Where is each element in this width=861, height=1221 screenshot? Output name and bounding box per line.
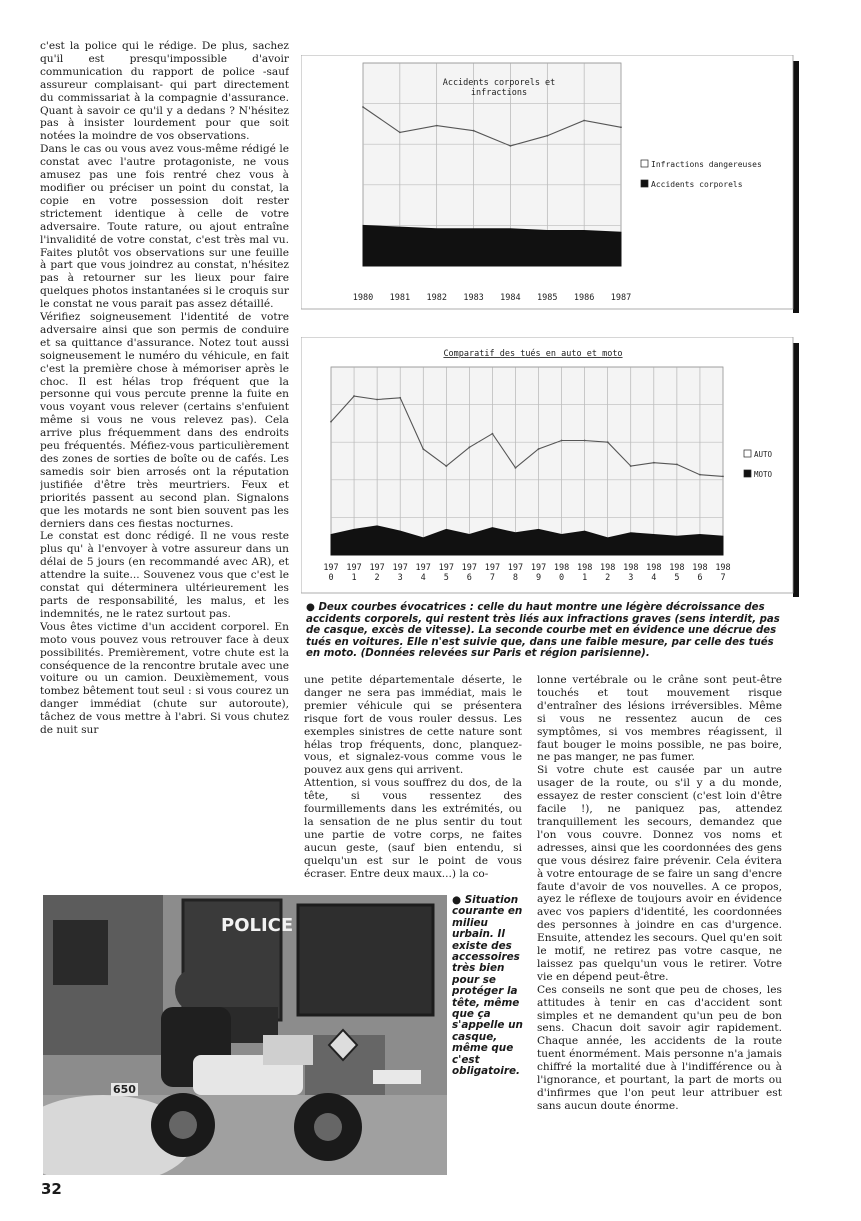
x-tick-label-part: 1980 [352,293,374,303]
x-tick-label [390,293,410,303]
x-tick-label-part: 198 [553,563,570,573]
paragraph: c'est la police qui le rédige. De plus, sachez qu'il est presqu'impossible d'avoir communication du rapport de police -sauf assureur complaisant- qui part directement du commissariat à la compagnie d'assurance. Quant à savoir ce qu'il y a dedans ? N'hésitez pas à insister lourdement pour que soit notées la moindre de vos observations. [40,40,289,143]
x-tick-label-part: 8 [512,573,519,583]
x-tick-label-part: 2 [605,573,611,583]
text-column-middle [304,674,522,899]
x-tick-label-part: 197 [346,563,362,573]
bullet-icon: ● [452,894,465,906]
data-point [330,421,332,423]
data-point [653,462,655,464]
photo-caption-text: Situation courante en milieu urbain. Il existe des accessoires très bien pour se protéger la tête, même que ça s'appelle un casque, même que c'est obligatoire. [452,894,523,1078]
x-tick-label-part: 1 [582,573,588,583]
photo-caption [452,895,528,1078]
x-tick-label-part: 197 [507,563,524,573]
data-point [515,467,517,469]
bike-number: 650 [113,1083,136,1096]
data-point [422,448,424,450]
chart-title-line: Accidents corporels et [442,78,556,88]
data-point [538,448,540,450]
x-tick-label-part: 197 [323,563,339,573]
x-tick-label-part: 0 [559,573,565,583]
x-tick-label-part: 2 [374,573,380,583]
x-tick-label-part: 3 [628,573,634,583]
paragraph: Ces conseils ne sont que peu de choses, les attitudes à tenir en cas d'accident sont simples et ne demandent qu'un peu de bon sens. Chacun doit savoir agir rapidement. Chaque année, les accidents de la route tuent énormément. Mais personne n'a jamais chiffré la mortalité due à l'indifférence ou à l'ignorance, et pourtant, la part de morts ou d'infirmes que l'on peut leur attribuer est sans aucun doute énorme. [537,983,782,1112]
x-tick-label [574,293,594,303]
series-area-accidents-corporels [363,225,621,266]
paragraph: lonne vertébrale ou le crâne sont peut-être touchés et tout mouvement risque d'entraîner des lésions irréversibles. Même si vous ne ressentez aucun de ces symptômes, si vos membres réagissent, il faut bouger le moins possible, ne pas boire, ne pas manger, ne pas fumer. [537,674,782,764]
data-point [722,475,724,477]
x-tick-label-part: 0 [328,573,334,583]
text-column-right [537,674,782,1194]
x-tick-label-part: 197 [392,563,408,573]
x-tick-label-part: 198 [669,563,685,573]
chart-frame-shadow [793,61,799,313]
x-tick-label-part: 1983 [463,293,484,303]
data-point [630,465,632,467]
x-tick-label-part: 9 [535,573,542,583]
bullet-icon: ● [306,602,319,613]
x-tick-label-part: 4 [420,573,426,583]
chart-tues-auto-moto [301,337,799,597]
data-point [583,120,585,122]
chart-title: Comparatif des tués en auto et moto [443,349,623,359]
x-tick-label-part: 1987 [610,293,632,303]
data-point [399,131,401,133]
data-point [445,465,447,467]
x-tick-label-part: 198 [600,563,616,573]
x-tick-label-part: 1985 [537,293,558,303]
x-tick-label [426,293,446,303]
x-tick-label-part: 197 [530,563,547,573]
plot-area [331,367,723,555]
x-tick-label-part: 197 [484,563,501,573]
paragraph: une petite départementale déserte, le danger ne sera pas immédiat, mais le premier véhicule qui se présentera risque fort de vous rouler dessus. Les exemples sinistres de cette nature sont hélas trop fréquents, donc, planquez-vous, et signalez-vous comme vous le pouvez aux gens qui arrivent. [304,674,522,777]
legend-label: MOTO [754,470,773,479]
x-tick-label [463,293,483,303]
chart-accidents-infractions [301,55,799,313]
x-tick-label-part: 6 [466,573,472,583]
data-point [510,145,512,147]
x-tick-label-part: 3 [397,573,403,583]
paragraph: Attention, si vous souffrez du dos, de la tête, si vous ressentez des fourmillements dans les extrémités, ou la sensation de ne plus sentir du tout une partie de votre corps, ne faites aucun geste, (sauf bien entendu, si quelqu'un est sur le point de vous écraser. Entre deux maux...) la co- [304,777,522,880]
data-point [353,395,355,397]
data-point [399,397,401,399]
text-column-left [40,40,289,880]
x-tick-label-part: 197 [438,563,454,573]
x-tick-label-part: 1981 [389,293,411,303]
legend-swatch [744,470,751,477]
x-tick-label-part: 198 [715,563,731,573]
data-point [468,446,470,448]
x-tick-label-part: 7 [489,573,495,583]
data-point [492,433,494,435]
paragraph: Vérifiez soigneusement l'identité de votre adversaire ainsi que son permis de conduire et sa quittance d'assurance. Notez tout aussi soigneusement le numéro du véhicule, en fait c'est la première chose à mémoriser après le choc. Il est hélas trop fréquent que la personne qui vous percute prenne la fuite en vous voyant vous relever (certains s'enfuient même si vous ne vous relevez pas). Cela arrive plus fréquemment dans des endroits peu fréquentés. Méfiez-vous particulièrement des zones de sorties de boîte ou de cafés. Les samedis soir bien arrosés ont la réputation justifiée d'être très meurtriers. Feux et priorités passent au second plan. Signalons que les motards ne sont bien souvent pas les derniers dans ces fiestas nocturnes. [40,311,289,530]
page-number: 32 [41,1180,62,1198]
data-point [561,440,563,442]
x-tick-label-part: 5 [674,573,680,583]
paragraph: Dans le cas ou vous avez vous-même rédigé le constat avec l'autre protagoniste, ne vous amusez pas une fois rentré chez vous à modifier ou préciser un point du constat, la copie en votre possession doit rester strictement identique à celle de votre adversaire. Toute rature, ou ajout entraîne l'invalidité de votre constat, c'est très mal vu. Faites plutôt vos observations sur une feuille à part que vous joindrez au constat, n'hésitez pas à retourner sur les lieux pour faire quelques photos instantanées si le croquis sur le constat ne vous parait pas assez détaillé. [40,143,289,311]
x-tick-label-part: 1982 [426,293,447,303]
x-tick-label-part: 7 [720,573,726,583]
legend-label: Accidents corporels [651,180,743,189]
data-point [473,130,475,132]
data-point [546,135,548,137]
paragraph: Si votre chute est causée par un autre usager de la route, ou s'il y a du monde, essayez de rester conscient (c'est loin d'être facile !), ne paniquez pas, attendez tranquillement les secours, demandez que l'on vous couvre. Donnez vos noms et adresses, ainsi que les coordonnées des gens que vous désirez faire prévenir. Cela évitera à votre entourage de se faire un sang d'encre faute d'avoir de vos nouvelles. A ce propos, ayez le réflexe de toujours avoir en évidence avec vos papiers d'identité, les coordonnées des personnes à joindre en cas d'urgence. Ensuite, attendez les secours. Quel qu'en soit le motif, ne retirez pas votre casque, ne laissez pas quelqu'un vous le retirer. Votre vie en dépend peut-être. [537,764,782,983]
x-tick-label-part: 198 [692,563,708,573]
data-point [607,441,609,443]
x-tick-label [500,293,520,303]
x-tick-label-part: 1984 [500,293,521,303]
x-tick-label-part: 197 [461,563,478,573]
data-point [376,399,378,401]
data-point [676,464,678,466]
legend-label: Infractions dangereuses [651,160,762,169]
x-tick-label-part: 198 [623,563,639,573]
x-tick-label-part: 198 [576,563,593,573]
data-point [620,126,622,128]
paragraph: Le constat est donc rédigé. Il ne vous reste plus qu' à l'envoyer à votre assureur dans un délai de 5 jours (en recommandé avec AR), et attendre la suite... Souvenez vous que c'est le constat qui déterminera ultérieurement les parts de responsabilité, les malus, et les indemnités, ne le ratez surtout pas. [40,530,289,620]
legend-swatch [641,180,648,187]
data-point [362,106,364,108]
x-tick-label [353,293,373,303]
x-tick-label-part: 198 [646,563,662,573]
figure-caption [306,602,786,660]
data-point [436,125,438,127]
chart-title-line: infractions [470,88,528,98]
data-point [699,474,701,476]
x-tick-label-part: 1 [351,573,357,583]
chart-frame-shadow [793,343,799,597]
photo-motorcyclist-police-van [43,895,447,1175]
x-tick-label-part: 1986 [573,293,595,303]
paragraph: Vous êtes victime d'un accident corporel. En moto vous pouvez vous retrouver face à deux possibilités. Premièrement, votre chute est la conséquence de la rencontre brutale avec une voiture ou un camion. Deuxièmement, vous tombez bêtement tout seul : si vous courez un danger immédiat (chute sur autoroute), tâchez de vous mettre à l'abri. Si vous chutez de nuit sur [40,620,289,737]
police-sign-text: POLICE [221,915,294,936]
legend-swatch [744,450,751,457]
legend-label: AUTO [754,450,773,459]
legend-swatch [641,160,648,167]
data-point [584,440,586,442]
figure-caption-text: Deux courbes évocatrices : celle du haut montre une légère décroissance des accidents corporels, qui restent très liés aux infractions graves (sens interdit, pas de casque, excès de vitesse). La seconde courbe met en évidence une décrue des tués en voitures. Elle n'est suivie que, dans une faible mesure, par celle des tués en moto. (Données relevées sur Paris et région parisienne). [306,602,780,660]
x-tick-label [611,293,631,303]
x-tick-label-part: 4 [651,573,657,583]
x-tick-label [537,293,557,303]
x-tick-label-part: 5 [443,573,449,583]
x-tick-label-part: 197 [369,563,385,573]
x-tick-label-part: 6 [697,573,703,583]
x-tick-label-part: 197 [415,563,431,573]
